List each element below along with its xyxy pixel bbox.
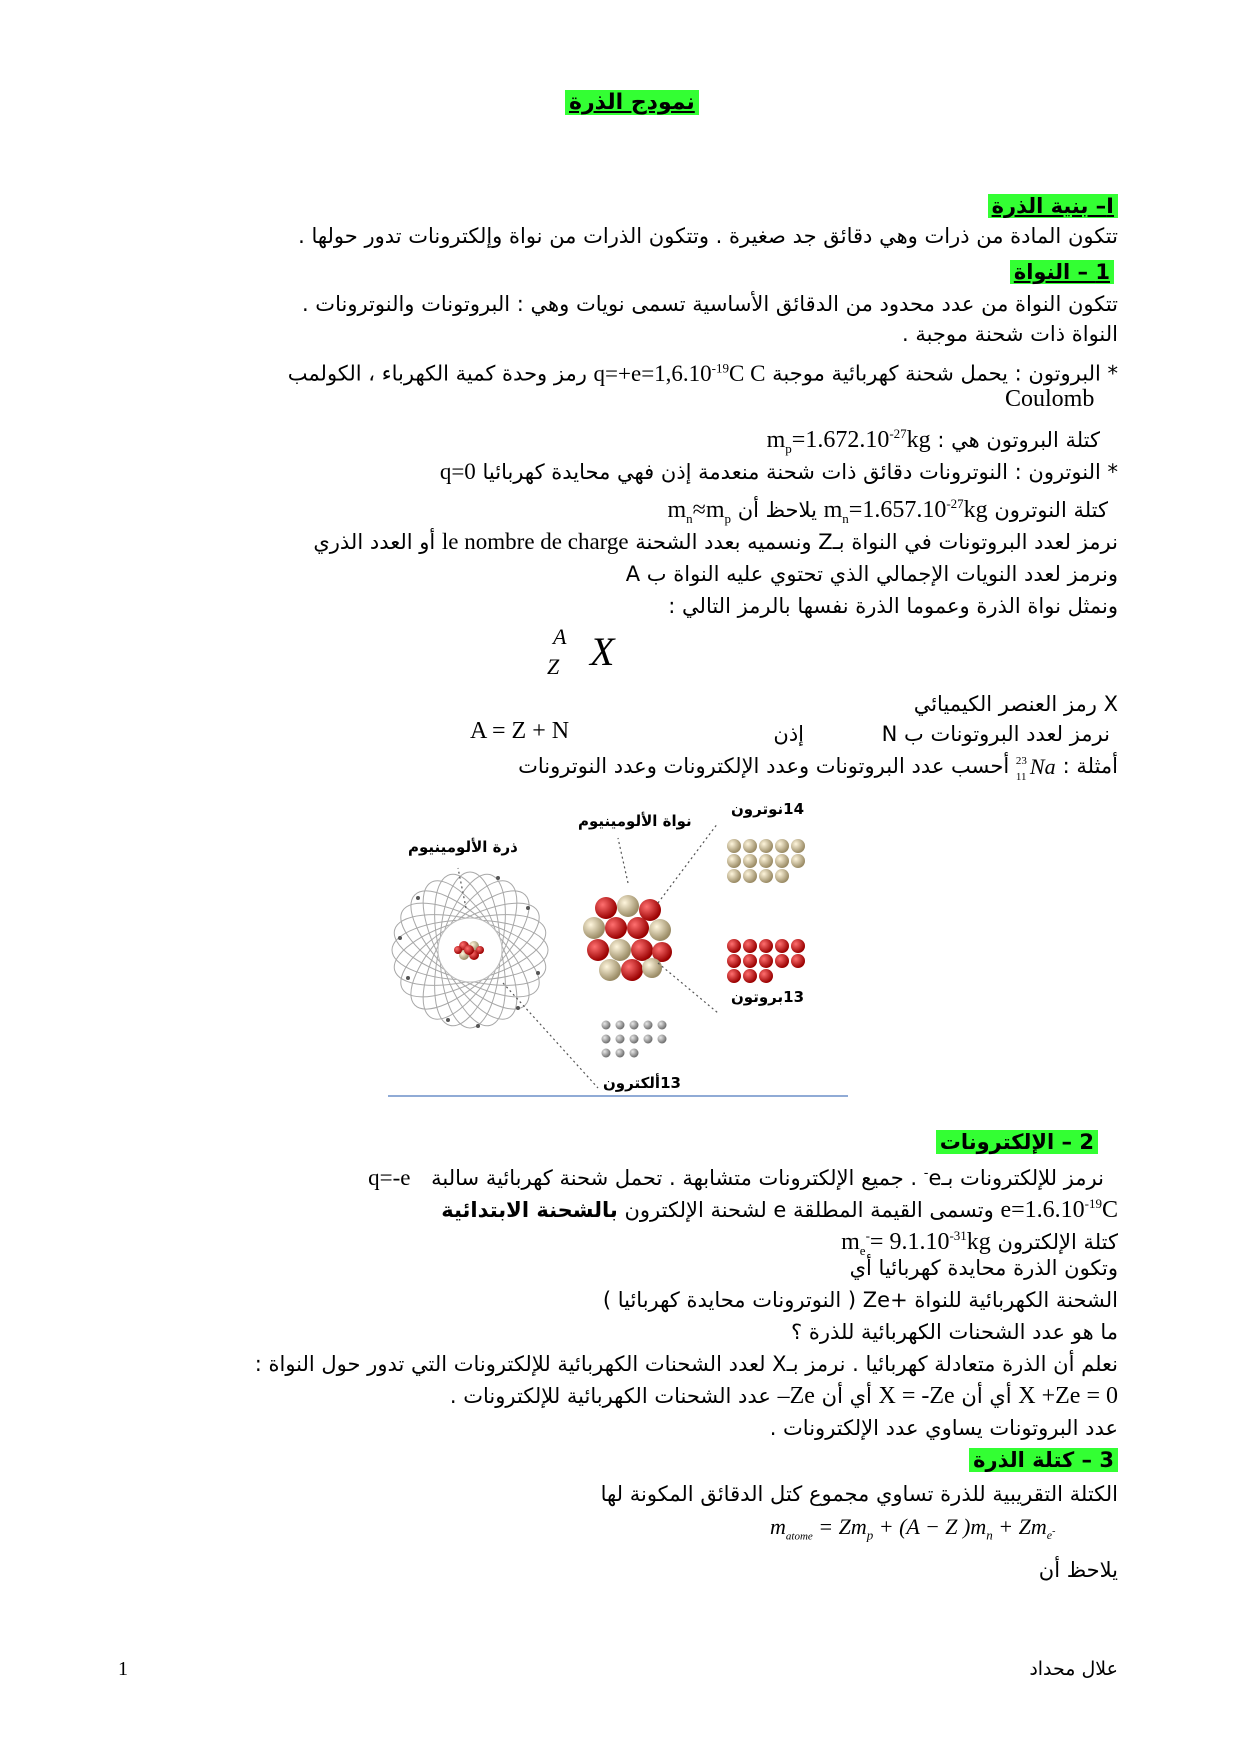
atom-mass-formula: $m_{atome} = Zm_p + (A - Z$ )$m_n + Zm_{e^-}$ xyxy=(770,1514,1056,1543)
author-name: علال محداد xyxy=(1029,1658,1118,1680)
aluminium-atom-figure xyxy=(388,798,848,1098)
atom-label: ذرة الألومينيوم xyxy=(408,838,518,856)
section-heading-nucleus: 1 – النواة xyxy=(1010,258,1114,286)
therefore-word: إذن xyxy=(773,722,804,746)
intro-line: تتكون المادة من ذرات وهي دقائق جد صغيرة . وتتكون الذرات من نواة وإلكترونات تدور حولها . xyxy=(298,224,1118,248)
proton-grid xyxy=(727,939,805,983)
neutron-mass-line: كتلة النوترون $m_n=1.657.10^{-27}kg$ يلاحظ أن $m_n\approx m_p$ xyxy=(667,496,1108,526)
electrons-line-7: نعلم أن الذرة متعادلة كهربائيا . نرمز بـX لعدد الشحنات الكهربائية للإلكترونات التي تدور حول النواة : xyxy=(254,1352,1118,1376)
electrons-label: 13ألكترون xyxy=(603,1074,681,1092)
a-equals-z-plus-n: A = Z + N xyxy=(470,718,570,744)
neutrons-label: 14نوترون xyxy=(731,800,805,818)
nucleus-line-2: النواة ذات شحنة موجبة . xyxy=(901,322,1118,346)
electrons-line-6: ما هو عدد الشحنات الكهربائية للذرة ؟ xyxy=(791,1320,1118,1344)
electrons-line-4: وتكون الذرة محايدة كهربائيا أي xyxy=(849,1256,1118,1280)
section-heading-structure: I– بنية الذرة xyxy=(988,192,1118,220)
proton-line: * البروتون : يحمل شحنة كهربائية موجبة $q=+e=1,6.10^{-19}C$ C رمز وحدة كمية الكهرباء ، الكولمب xyxy=(287,360,1118,386)
z-number-line: نرمز لعدد البروتونات في النواة بـZ ونسميه بعدد الشحنة le nombre de charge أو العدد الذري xyxy=(313,529,1118,554)
neutron-grid xyxy=(727,839,805,883)
electrons-line-1: نرمز للإلكترونات بـe- . جميع الإلكترونات متشابهة . تحمل شحنة كهربائية سالبة q=-e xyxy=(368,1165,1104,1190)
section-heading-mass: 3 – كتلة الذرة xyxy=(969,1446,1118,1474)
protons-label: 13بروتون xyxy=(731,988,805,1006)
proton-mass-line: كتلة البروتون هي : $m_p=1.672.10^{-27}kg$ xyxy=(766,426,1100,456)
electron-grid xyxy=(602,1021,667,1058)
a-number-line: ونرمز لعدد النويات الإجمالي الذي تحتوي عليه النواة ب A xyxy=(625,562,1118,586)
representation-line: ونمثل نواة الذرة وعموما الذرة نفسها بالرمز التالي : xyxy=(668,594,1118,618)
x-symbol-line: X رمز العنصر الكيميائي xyxy=(913,692,1118,716)
mass-line-2: يلاحظ أن xyxy=(1038,1558,1118,1582)
big-nucleus xyxy=(583,895,672,981)
nucleus-label: نواة الألومينيوم xyxy=(578,812,692,830)
electrons-line-8: X +Ze = 0 أي أن X = -Ze أي أن –Ze عدد الشحنات الكهربائية للإلكترونات . xyxy=(449,1383,1118,1409)
electrons-line-5: الشحنة الكهربائية للنواة +Ze ( النوترونات محايدة كهربائيا ) xyxy=(602,1288,1118,1312)
n-symbol-line: نرمز لعدد البروتونات ب N xyxy=(881,722,1110,746)
page-title: نمودج الذرة xyxy=(565,90,699,115)
symbol-Z: Z xyxy=(547,654,560,679)
electron-mass-line: كتلة الإلكترون $m_e^-= 9.1.10^{-31}kg$ xyxy=(841,1228,1118,1258)
symbol-X: X xyxy=(590,629,615,674)
symbol-A: A xyxy=(553,624,567,649)
page-number: 1 xyxy=(118,1658,128,1680)
neutron-line: * النوترون : النوترونات دقائق ذات شحنة منعدمة إذن فهي محايدة كهربائيا q=0 xyxy=(439,459,1118,484)
electrons-line-2: $e=1.6.10^{-19}C$ وتسمى القيمة المطلقة e لشحنة الإلكترون بالشحنة الابتدائية xyxy=(441,1196,1118,1223)
nucleus-line-1: تتكون النواة من عدد محدود من الدقائق الأساسية تسمى نويات وهي : البروتونات والنوترونات . xyxy=(301,292,1118,316)
example-line: أمثلة : 23 11 Na أحسب عدد البروتونات وعدد الإلكترونات وعدد النوترونات xyxy=(518,754,1118,783)
section-heading-electrons: 2 – الإلكترونات xyxy=(936,1128,1098,1156)
mass-line-1: الكتلة التقريبية للذرة تساوي مجموع كتل الدقائق المكونة لها xyxy=(600,1482,1118,1506)
coulomb-word: Coulomb xyxy=(1005,386,1095,412)
electrons-line-9: عدد البروتونات يساوي عدد الإلكترونات . xyxy=(769,1416,1118,1440)
